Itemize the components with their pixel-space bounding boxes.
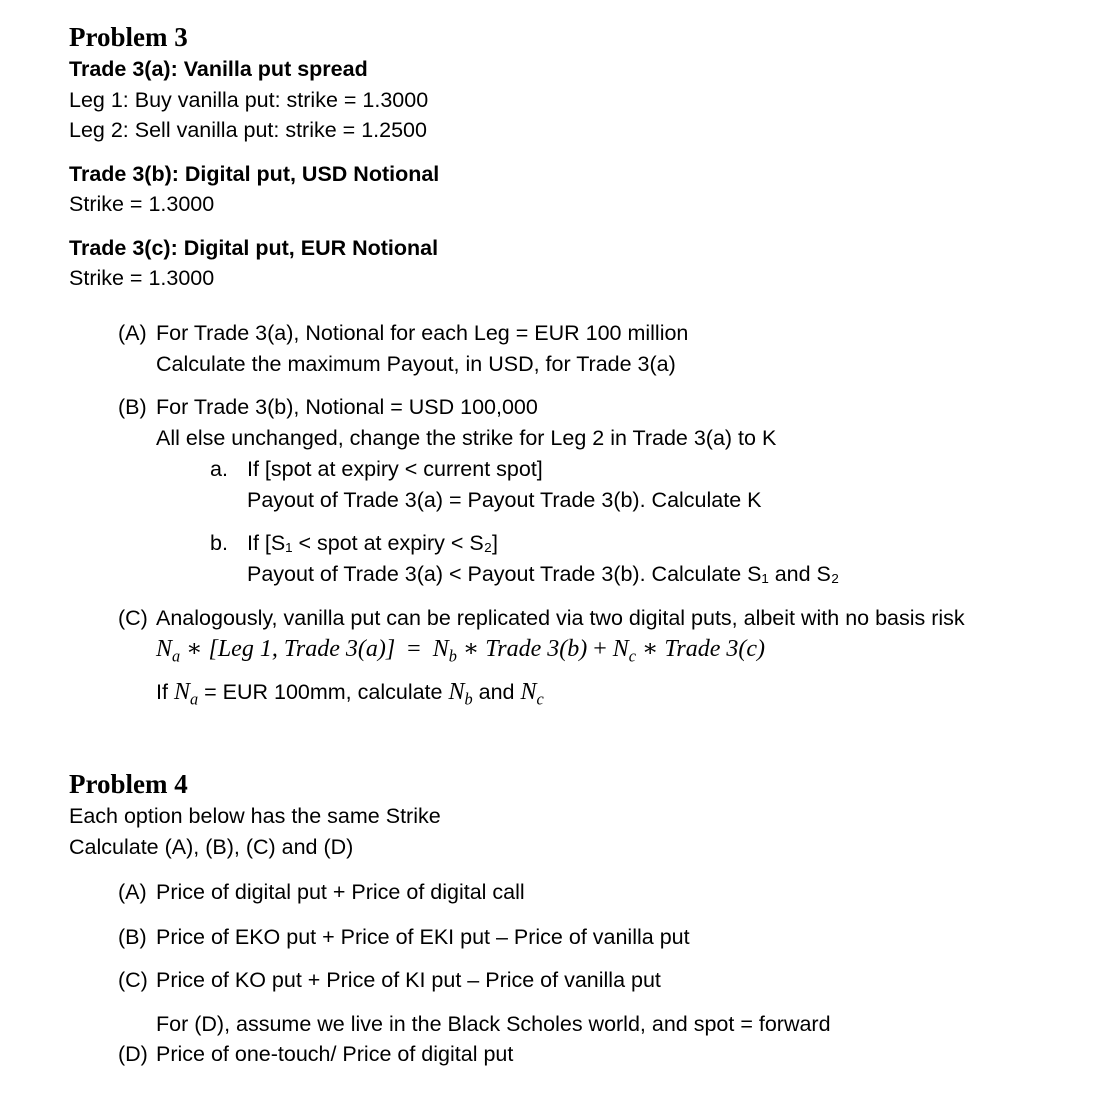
question-3c-line1: Analogously, vanilla put can be replicated via two digital puts, albeit with no basis risk xyxy=(156,606,965,630)
trade-3a-heading: Trade 3(a): Vanilla put spread xyxy=(69,57,368,81)
eq-term-b: Trade 3(b) xyxy=(485,636,588,662)
problem-4-intro2: Calculate (A), (B), (C) and (D) xyxy=(69,835,354,859)
trade-3b-strike: Strike = 1.3000 xyxy=(69,192,215,216)
question-3b-line1: For Trade 3(b), Notional = USD 100,000 xyxy=(156,395,538,419)
eq-times-3: ∗ xyxy=(642,636,659,662)
question-3b-sub-b-line1: If [S₁ < spot at expiry < S₂] xyxy=(247,531,499,555)
question-3b-line2: All else unchanged, change the strike for Leg 2 in Trade 3(a) to K xyxy=(156,426,777,450)
eq-term-c: Trade 3(c) xyxy=(664,636,765,662)
line3-and: and xyxy=(478,680,515,704)
question-4c-marker: (C) xyxy=(118,968,148,992)
question-3b-sub-b-line2: Payout of Trade 3(a) < Payout Trade 3(b). Calculate S₁ and S₂ xyxy=(247,562,840,586)
question-3b-sub-a-line2: Payout of Trade 3(a) = Payout Trade 3(b). Calculate K xyxy=(247,488,762,512)
trade-3b-heading: Trade 3(b): Digital put, USD Notional xyxy=(69,162,440,186)
problem-4-title: Problem 4 xyxy=(69,769,188,799)
eq-nb: $N_b$ xyxy=(432,636,457,666)
replication-equation xyxy=(156,634,765,666)
question-3a-marker: (A) xyxy=(118,321,147,345)
line3-nc: $N_c$ xyxy=(520,679,544,709)
question-3c-marker: (C) xyxy=(118,606,148,630)
trade-3a-leg2: Leg 2: Sell vanilla put: strike = 1.2500 xyxy=(69,118,427,142)
question-4c-text: Price of KO put + Price of KI put – Price of vanilla put xyxy=(156,968,661,992)
line3-nb: $N_b$ xyxy=(448,679,473,709)
problem-3-title: Problem 3 xyxy=(69,22,188,52)
eq-na: $N_a$ xyxy=(156,636,181,666)
question-4b-marker: (B) xyxy=(118,925,147,949)
question-3b-sub-b-marker: b. xyxy=(210,531,228,555)
question-3a-line2: Calculate the maximum Payout, in USD, for Trade 3(a) xyxy=(156,352,676,376)
question-3a-line1: For Trade 3(a), Notional for each Leg = EUR 100 million xyxy=(156,321,689,345)
line3-prefix: If xyxy=(156,680,168,704)
eq-plus: + xyxy=(593,636,607,662)
eq-lhs: [Leg 1, Trade 3(a)] xyxy=(208,636,396,662)
question-3b-marker: (B) xyxy=(118,395,147,419)
eq-times-1: ∗ xyxy=(186,636,203,662)
problem-4-intro1: Each option below has the same Strike xyxy=(69,804,441,828)
eq-times-2: ∗ xyxy=(462,636,480,662)
question-4a-marker: (A) xyxy=(118,880,147,904)
question-4d-text: Price of one-touch/ Price of digital put xyxy=(156,1042,514,1066)
eq-nc: $N_c$ xyxy=(612,636,637,666)
trade-3c-heading: Trade 3(c): Digital put, EUR Notional xyxy=(69,236,439,260)
question-4d-marker: (D) xyxy=(118,1042,148,1066)
trade-3c-strike: Strike = 1.3000 xyxy=(69,266,215,290)
question-4b-text: Price of EKO put + Price of EKI put – Price of vanilla put xyxy=(156,925,690,949)
trade-3a-leg1: Leg 1: Buy vanilla put: strike = 1.3000 xyxy=(69,88,429,112)
question-4d-note: For (D), assume we live in the Black Scholes world, and spot = forward xyxy=(156,1012,831,1036)
eq-equals: = xyxy=(407,636,421,662)
line3-na: $N_a$ xyxy=(173,679,199,709)
line3-mid: = EUR 100mm, calculate xyxy=(204,680,443,704)
question-4a-text: Price of digital put + Price of digital call xyxy=(156,880,525,904)
question-3b-sub-a-marker: a. xyxy=(210,457,228,481)
question-3b-sub-a-line1: If [spot at expiry < current spot] xyxy=(247,457,543,481)
question-3c-line3 xyxy=(156,679,544,709)
